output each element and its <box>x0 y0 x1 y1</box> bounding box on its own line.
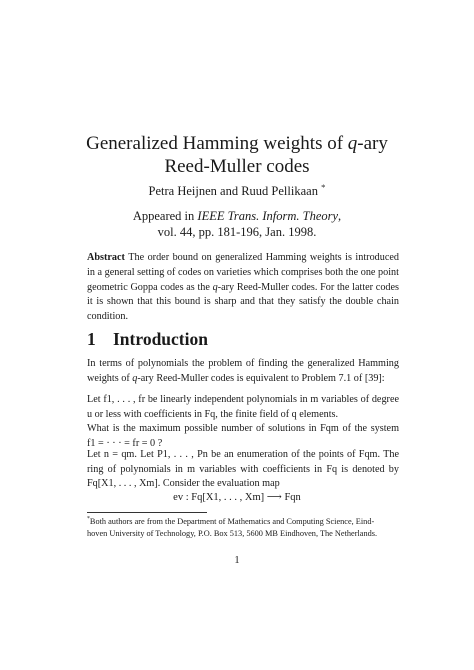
abstract-label: Abstract <box>87 252 125 263</box>
problem-statement <box>87 393 399 451</box>
authors: Petra Heijnen and Ruud Pellikaan * <box>148 181 326 198</box>
footnote-mark: * <box>87 516 90 523</box>
problem-line-3: What is the maximum possible number of solutions in Fqm of the system <box>87 423 399 435</box>
problem-line-2: u or less with coefficients in Fq, the finite field of q elements. <box>87 408 339 420</box>
publication-note: Appeared in IEEE Trans. Inform. Theory, vol. 44, pp. 181-196, Jan. 1998. <box>132 209 342 239</box>
section-number: 1 <box>87 329 96 349</box>
setup-line-1: Let n = qm. Let P1, . . . , Pn be an enumeration of the points of Fqm. The <box>87 449 399 460</box>
problem-line-4: f1 = · · · = fr = 0 ? <box>87 437 163 449</box>
section-heading <box>87 329 208 350</box>
footnote-rule <box>87 512 207 513</box>
abstract: Abstract The order bound on generalized Hamming weights is introduced in a general setting of codes on varieties which comprises both the one point geometric Goppa codes as the q-ary Reed-Muller codes. For the latter codes it is shown that this bound is sharp and that they satisfy the double chain condition. <box>87 252 399 323</box>
footnote: *Both authors are from the Department of Mathematics and Computing Science, Eind- hoven University of Technology, P.O. Box 513, 5600 MB Eindhoven, The Netherlands. <box>87 516 378 538</box>
title-line-1: Generalized Hamming weights of q-ary <box>86 133 388 154</box>
section-title: Introduction <box>113 329 208 349</box>
journal-name: IEEE Trans. Inform. Theory <box>197 209 339 223</box>
setup-line-3: Fq[X1, . . . , Xm]. Consider the evaluation map <box>87 478 280 490</box>
setup-paragraph <box>87 448 399 492</box>
author-footnote-mark: * <box>321 181 326 192</box>
page-number: 1 <box>234 555 240 566</box>
intro-paragraph: In terms of polynomials the problem of finding the generalized Hamming weights of q-ary Reed-Muller codes is equivalent to Problem 7.1 of [39]: <box>87 358 399 384</box>
title-line-2: Reed-Muller codes <box>164 156 310 177</box>
evaluation-map-equation: ev : Fq[X1, . . . , Xm] ⟶ Fqn <box>173 492 301 503</box>
paper-title <box>0 132 474 178</box>
setup-line-2: ring of polynomials in m variables with coefficients in Fq is denoted by <box>87 463 399 475</box>
problem-line-1: Let f1, . . . , fr be linearly independent polynomials in m variables of degree <box>87 394 399 405</box>
